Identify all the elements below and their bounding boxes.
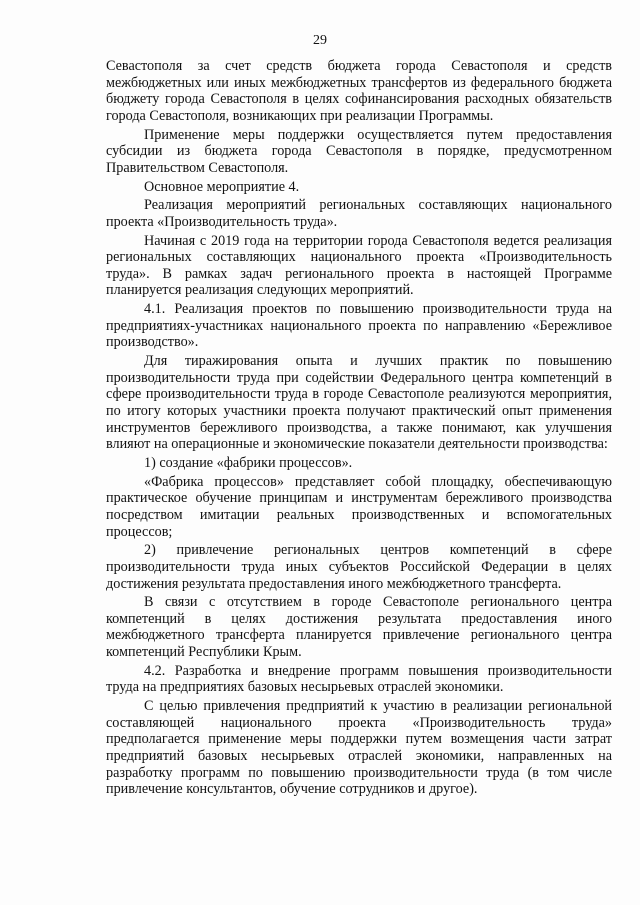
document-body [106,58,612,800]
paragraph: «Фабрика процессов» представляет собой площадку, обеспечивающую практическое обучение принципам и инструментам бережливого производства посредством имитации реальных производственных и вспомогательных процессов; [106,473,612,540]
paragraph: С целью привлечения предприятий к участию в реализации региональной составляющей национального проекта «Производительность труда» предполагается применение меры поддержки путем возмещения части затрат предприятий базовых несырьевых отраслей экономики, направленных на разработку программ по повышению производительности труда (в том числе привлечение консультантов, обучение сотрудников и другое). [106,698,612,798]
paragraph: В связи с отсутствием в городе Севастополе регионального центра компетенций в целях достижения результата предоставления иного межбюджетного трансферта планируется привлечение регионального центра компетенций Республики Крым. [106,594,612,661]
page-number: 29 [313,33,327,48]
paragraph: Применение меры поддержки осуществляется путем предоставления субсидии из бюджета города Севастополя в порядке, предусмотренном Правительством Севастополя. [106,126,612,176]
paragraph: Севастополя за счет средств бюджета города Севастополя и средств межбюджетных или иных межбюджетных трансфертов из федерального бюджета бюджету города Севастополя в целях софинансирования расходных обязательств города Севастополя, возникающих при реализации Программы. [106,58,612,124]
paragraph: 4.1. Реализация проектов по повышению производительности труда на предприятиях-участниках национального проекта по направлению «Бережливое производство». [106,301,612,351]
paragraph: Реализация мероприятий региональных составляющих национального проекта «Производительность труда». [106,197,612,230]
paragraph: 4.2. Разработка и внедрение программ повышения производительности труда на предприятиях базовых несырьевых отраслей экономики. [106,662,612,696]
paragraph: Основное мероприятие 4. [144,178,300,195]
list-item: 2) привлечение региональных центров компетенций в сфере производительности труда иных субъектов Российской Федерации в целях достижения результата предоставления иного межбюджетного трансферта. [106,542,612,592]
list-item: 1) создание «фабрики процессов». [144,454,353,471]
paragraph: Начиная с 2019 года на территории города Севастополя ведется реализация региональных составляющих национального проекта «Производительность труда». В рамках задач регионального проекта в настоящей Программе планируется реализация следующих мероприятий. [106,232,612,299]
paragraph: Для тиражирования опыта и лучших практик по повышению производительности труда при содействии Федерального центра компетенций в сфере производительности труда в городе Севастополе реализуются мероприятия, по итогу которых участники проекта получают практический опыт применения инструментов бережливого производства, а также понимают, как улучшения влияют на операционные и экономические показатели деятельности производства: [106,353,612,453]
